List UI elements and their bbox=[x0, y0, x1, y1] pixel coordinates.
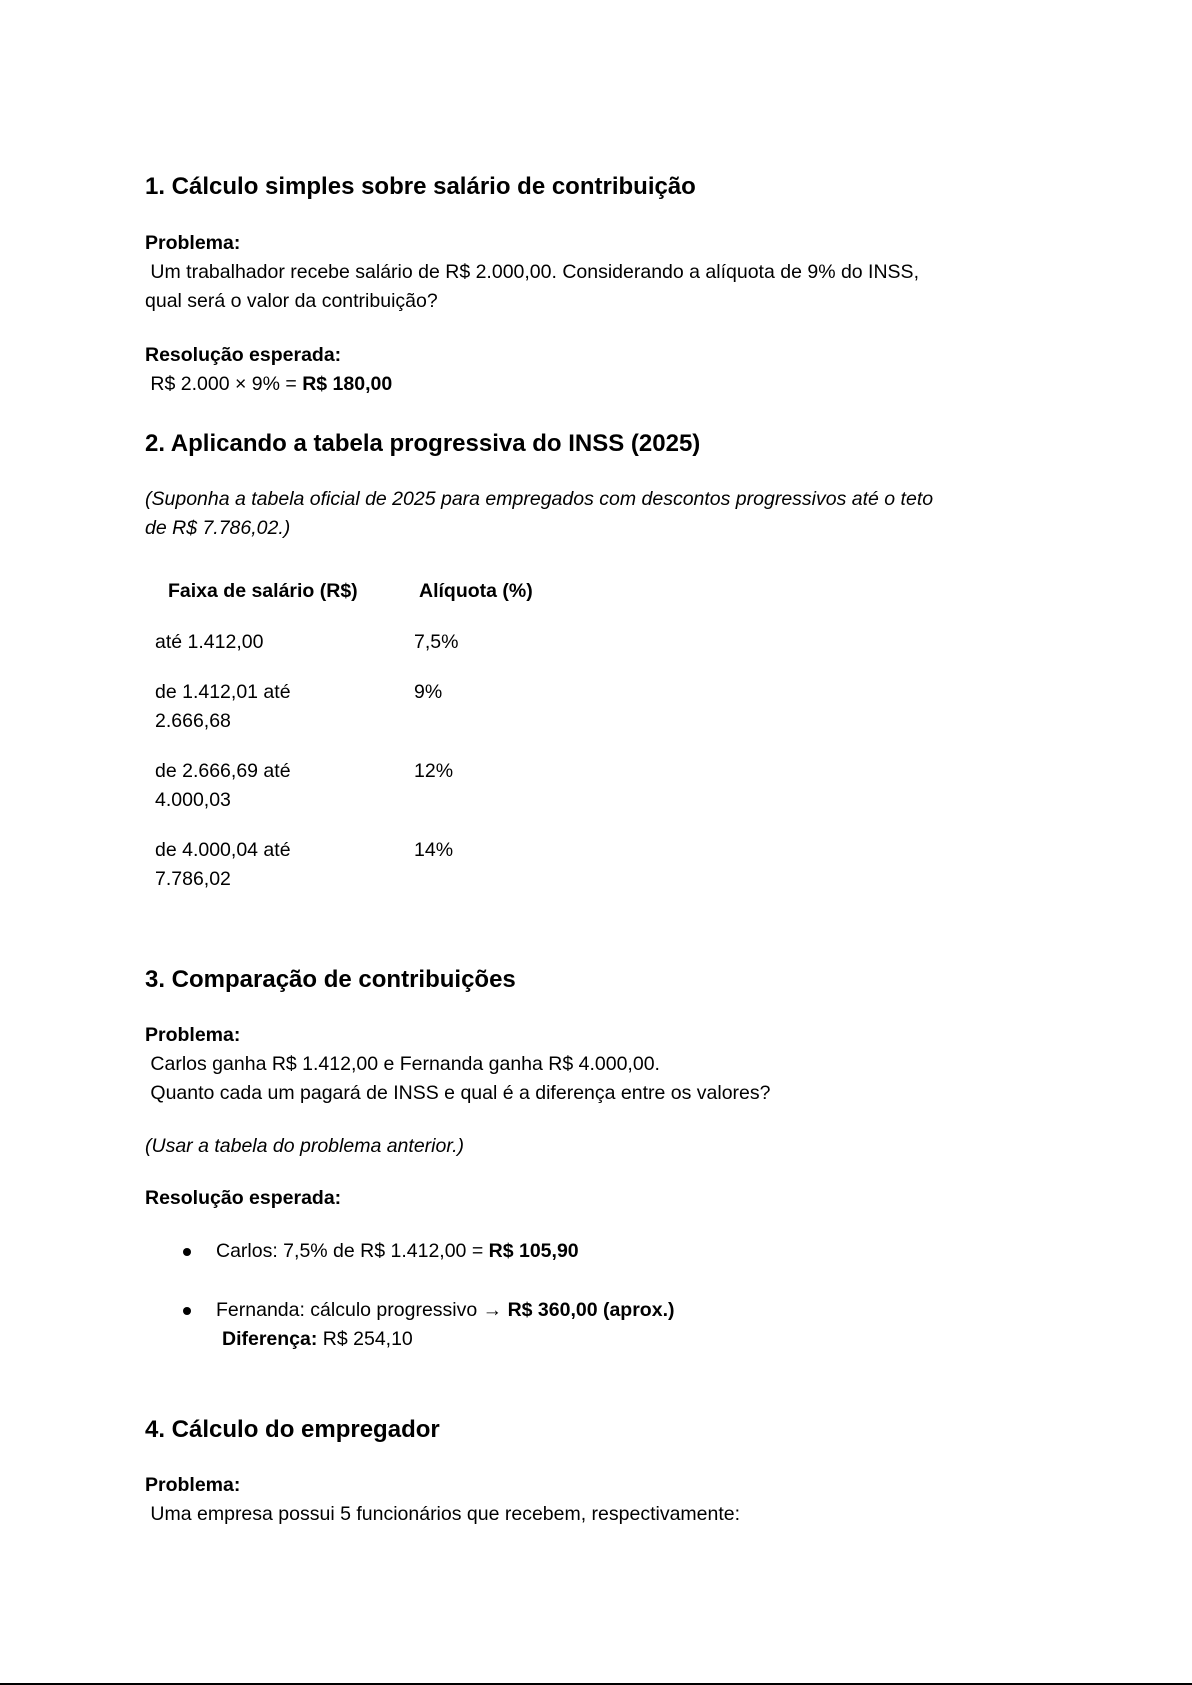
bullet-text: Carlos: 7,5% de R$ 1.412,00 = R$ 105,90 bbox=[216, 1240, 579, 1262]
table-cell-range: de 2.666,69 até 4.000,03 bbox=[155, 760, 291, 811]
section-2-title: 2. Aplicando a tabela progressiva do INSS (2025) bbox=[145, 430, 701, 457]
section-3-problem-line-2: Quanto cada um pagará de INSS e qual é a diferença entre os valores? bbox=[145, 1082, 771, 1104]
section-3-title: 3. Comparação de contribuições bbox=[145, 966, 516, 993]
table-cell-range: até 1.412,00 bbox=[155, 631, 264, 653]
section-2-note-line-1: (Suponha a tabela oficial de 2025 para empregados com descontos progressivos até o teto bbox=[145, 488, 934, 510]
section-1-problem-label: Problema: bbox=[145, 232, 241, 254]
table-cell-range: de 1.412,01 até 2.666,68 bbox=[155, 681, 291, 732]
resolution-formula: R$ 2.000 × 9% = bbox=[145, 373, 303, 395]
section-3-note: (Usar a tabela do problema anterior.) bbox=[145, 1135, 465, 1157]
section-1-problem-line-2: qual será o valor da contribuição? bbox=[145, 290, 438, 312]
table-cell-rate: 7,5% bbox=[414, 631, 459, 653]
section-1-resolution-label: Resolução esperada: bbox=[145, 344, 342, 366]
bullet-icon bbox=[183, 1248, 191, 1256]
section-3-problem-line-1: Carlos ganha R$ 1.412,00 e Fernanda ganha R$ 4.000,00. bbox=[145, 1053, 660, 1075]
section-4-problem-label: Problema: bbox=[145, 1474, 241, 1496]
section-3-problem-label: Problema: bbox=[145, 1024, 241, 1046]
section-4-problem-line-1: Uma empresa possui 5 funcionários que recebem, respectivamente: bbox=[145, 1503, 741, 1525]
bullet-text: Fernanda: cálculo progressivo → R$ 360,00 (aprox.) bbox=[216, 1299, 675, 1321]
section-2-note-line-2: de R$ 7.786,02.) bbox=[145, 517, 291, 539]
table-cell-rate: 9% bbox=[414, 681, 443, 703]
table-header-rate: Alíquota (%) bbox=[419, 580, 533, 602]
resolution-result: R$ 180,00 bbox=[302, 373, 393, 395]
table-cell-range: de 4.000,04 até 7.786,02 bbox=[155, 839, 291, 890]
table-header-range: Faixa de salário (R$) bbox=[168, 580, 358, 602]
section-4-title: 4. Cálculo do empregador bbox=[145, 1416, 440, 1443]
section-1-resolution bbox=[145, 370, 392, 399]
difference-line: Diferença: R$ 254,10 bbox=[222, 1328, 413, 1350]
table-cell-rate: 14% bbox=[414, 839, 454, 861]
section-1-problem-line-1: Um trabalhador recebe salário de R$ 2.000,00. Considerando a alíquota de 9% do INSS, bbox=[145, 261, 919, 283]
table-cell-rate: 12% bbox=[414, 760, 454, 782]
section-1-title: 1. Cálculo simples sobre salário de contribuição bbox=[145, 173, 696, 200]
section-3-resolution-label: Resolução esperada: bbox=[145, 1187, 342, 1209]
bullet-icon bbox=[183, 1307, 191, 1315]
